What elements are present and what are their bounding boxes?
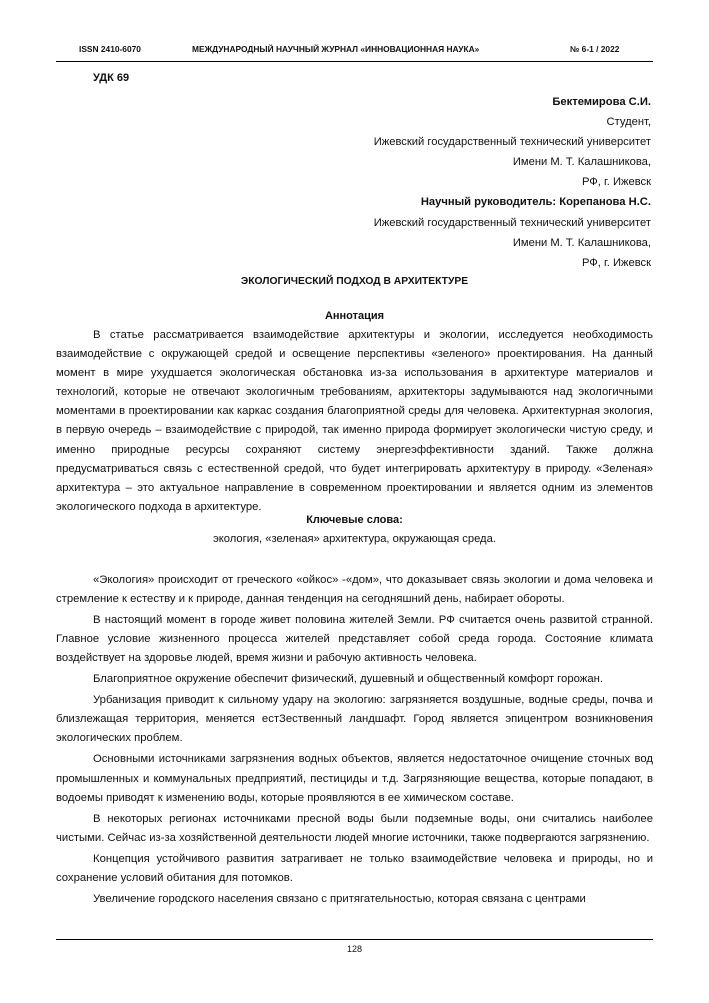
supervisor-university: Ижевский государственный технический университет: [373, 216, 651, 229]
body-paragraph: «Экология» происходит от греческого «ойкос» -«дом», что доказывает связь экологии и дома человека и стремление к естеству и к природе, данная тенденция на сегодняшний день, набирает обороты.: [56, 574, 653, 606]
issue-number: № 6-1 / 2022: [570, 44, 620, 54]
supervisor-named-after: Имени М. Т. Калашникова,: [512, 236, 651, 249]
udk-code: УДК 69: [93, 72, 130, 84]
supervisor-location: РФ, г. Ижевск: [581, 256, 651, 269]
author-name: Бектемирова С.И.: [552, 96, 651, 108]
footer-rule: [56, 939, 653, 940]
page-number: 128: [346, 944, 363, 954]
issn: ISSN 2410-6070: [79, 44, 141, 54]
author-named-after: Имени М. Т. Калашникова,: [512, 156, 651, 169]
article-body: [56, 571, 653, 911]
body-paragraph: В настоящий момент в городе живет половина жителей Земли. РФ считается очень развитой странной. Главное условие жизненного процесса жителей представляет собой среда города. Состояние климата воздействует на здоровье людей, время жизни и рабочую активность человека.: [56, 614, 653, 665]
body-paragraph: В некоторых регионах источниками пресной воды были подземные воды, они считались наиболее чистыми. Сейчас из-за хозяйственной деятельности людей многие источники, также подвергаются загрязнению.: [56, 812, 653, 844]
author-position: Студент,: [606, 116, 651, 129]
body-paragraph: Основными источниками загрязнения водных объектов, является недостаточное очищение сточных вод промышленных и коммунальных предприятий, пестициды и т.д. Загрязняющие вещества, которые попадают, в водоемы приводят к изменению воды, которые проявляются в ее химическом составе.: [56, 753, 653, 804]
abstract-text: В статье рассматривается взаимодействие архитектуры и экологии, исследуется необходимость взаимодействие с окружающей средой и освещение перспективы «зеленого» проектирования. На данный момент в мире ухудшается экологическая обстановка из-за использования в архитектуре материалов и технологий, которые не отвечают экологичным требованиям, архитекторы задумываются над экологичными моментами в проектировании как каркас создания благоприятной среды для человека. Архитектурная экология, в первую очередь – взаимодействие с природой, так именно природа формирует экологически чистую среду, и именно природные ресурсы сохраняют систему энергеэффективности зданий. Также должна предусматриваться связь с естественной средой, что будет интегрировать архитектуру в природу. «Зеленая» архитектура – это актуальное направление в современном проектировании и является одним из элементов экологического подхода в архитектуре.: [56, 329, 653, 513]
journal-name: МЕЖДУНАРОДНЫЙ НАУЧНЫЙ ЖУРНАЛ «ИННОВАЦИОННАЯ НАУКА»: [192, 44, 480, 54]
author-block: [374, 92, 651, 273]
body-paragraph: Благоприятное окружение обеспечит физический, душевный и общественный комфорт горожан.: [93, 673, 603, 686]
article-title: ЭКОЛОГИЧЕСКИЙ ПОДХОД В АРХИТЕКТУРЕ: [240, 276, 469, 287]
body-paragraph: Увеличение городского населения связано с притягательностью, которая связана с центрами: [93, 892, 586, 905]
author-location: РФ, г. Ижевск: [581, 176, 651, 189]
keywords-heading: Ключевые слова:: [306, 514, 403, 526]
body-paragraph: Концепция устойчивого развития затрагивает не только взаимодействие человека и природы, но и сохранение условий обитания для потомков.: [56, 852, 653, 884]
author-university: Ижевский государственный технический университет: [373, 136, 651, 149]
supervisor-name: Научный руководитель: Корепанова Н.С.: [420, 196, 651, 209]
abstract: [56, 326, 653, 517]
abstract-heading: Аннотация: [324, 310, 385, 322]
body-paragraph: Урбанизация приводит к сильному удару на экологию: загрязняется воздушные, водные среды, почва и близлежащая территория, меняется естЗественный ландшафт. Город является эпицентром возникновения экологических проблем.: [56, 694, 653, 745]
keywords-text: экология, «зеленая» архитектура, окружающая среда.: [213, 533, 496, 545]
header-rule: [56, 61, 653, 62]
